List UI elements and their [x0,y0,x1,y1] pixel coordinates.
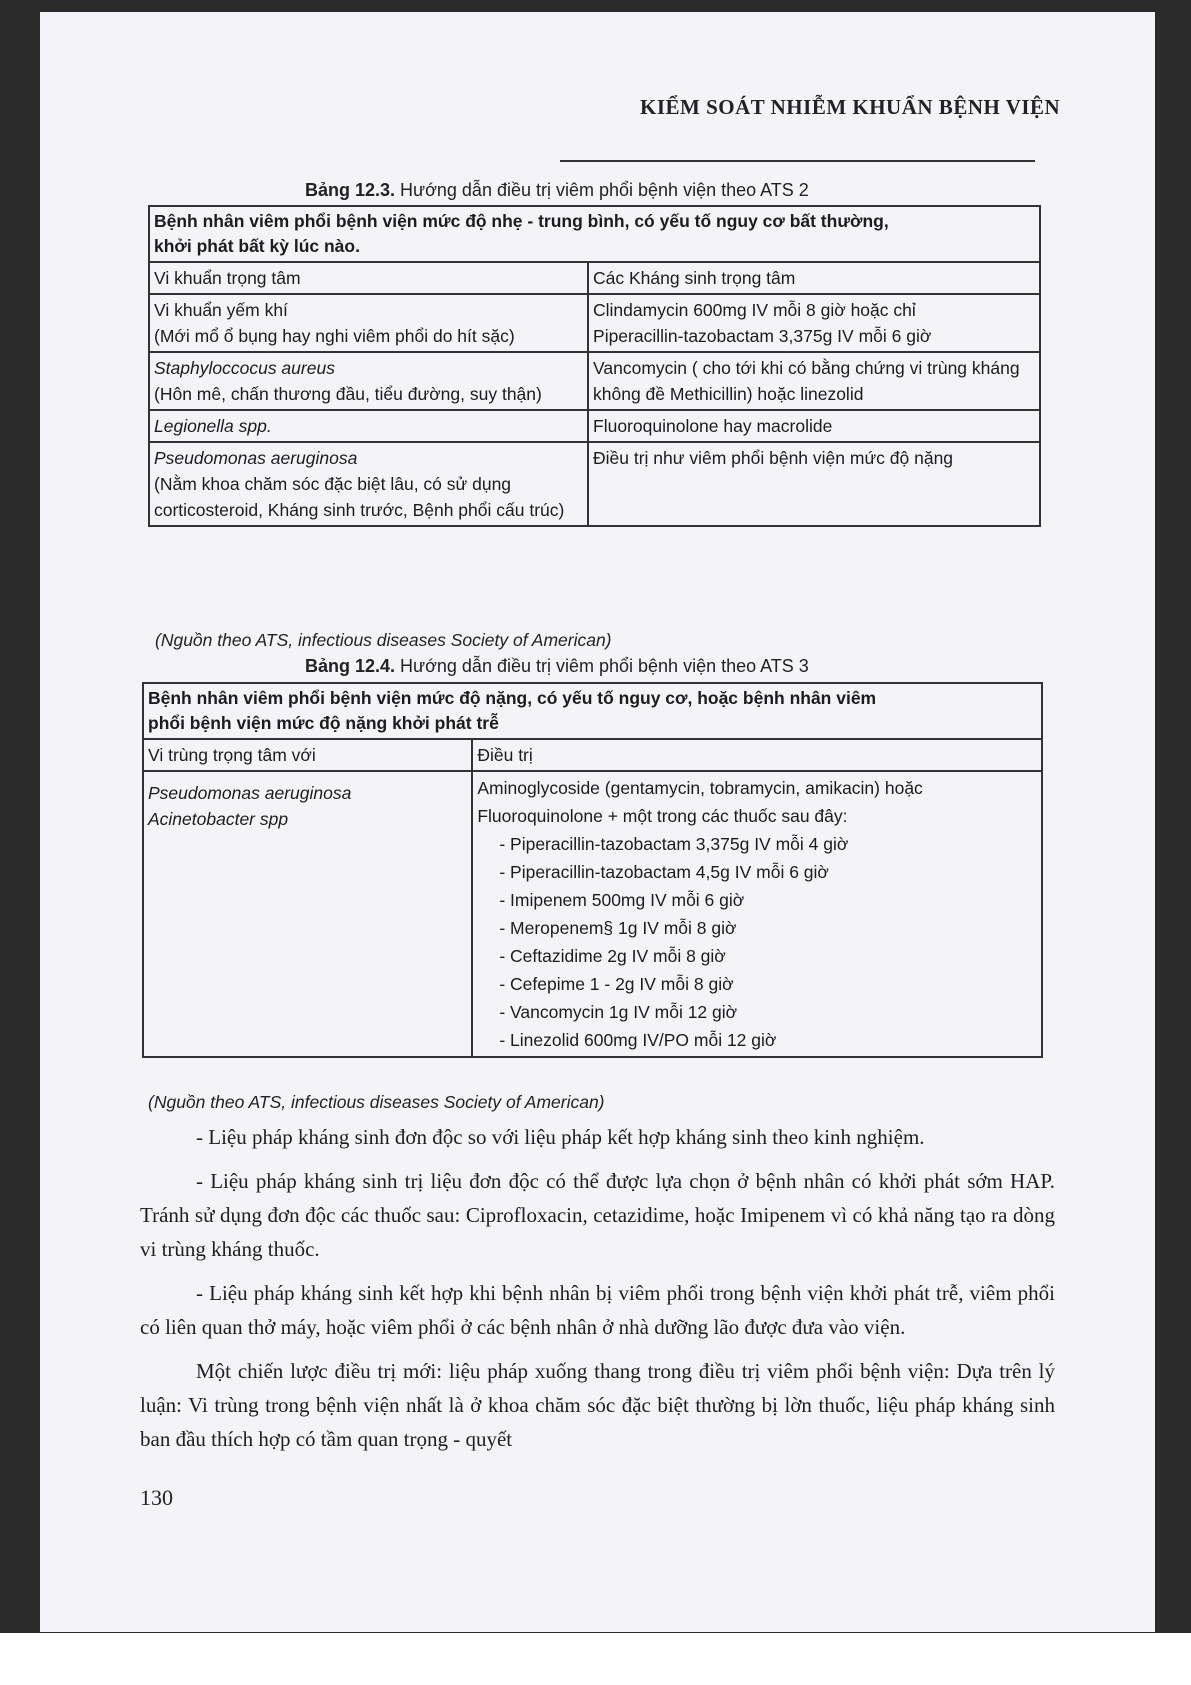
organism-name: Pseudomonas aeruginosa [154,448,358,468]
organism-name: Staphyloccocus aureus [154,358,335,378]
table1-cell [149,442,588,526]
organism-note: (Hôn mê, chấn thương đầu, tiểu đường, suy thận) [154,384,542,404]
drug-item: - Piperacillin-tazobactam 4,5g IV mỗi 6 giờ [499,862,829,882]
treatment-line: Clindamycin 600mg IV mỗi 8 giờ hoặc chỉ [593,300,916,320]
table2-header-cell [143,683,1042,739]
table1-cell [149,352,588,410]
table2-col2: Điều trị [472,739,1042,771]
table-row [149,442,1040,526]
table2-caption-text: Hướng dẫn điều trị viêm phổi bệnh viện theo ATS 3 [395,656,809,676]
paragraph: - Liệu pháp kháng sinh kết hợp khi bệnh nhân bị viêm phổi trong bệnh viện khởi phát trễ, viêm phổi có liên quan thở máy, hoặc viêm phổi ở các bệnh nhân ở nhà dưỡng lão được đưa vào viện. [140,1281,1055,1339]
table2-header-row [143,683,1042,739]
table1-header-cell [149,206,1040,262]
table1-col2: Các Kháng sinh trọng tâm [588,262,1040,294]
table1-cell [588,352,1040,410]
table1-header-row [149,206,1040,262]
table-row [149,352,1040,410]
table2-source: (Nguồn theo ATS, infectious diseases Society of American) [148,1092,605,1112]
paragraph: - Liệu pháp kháng sinh trị liệu đơn độc có thể được lựa chọn ở bệnh nhân có khởi phát sớm HAP. Tránh sử dụng đơn độc các thuốc sau: Ciprofloxacin, cetazidime, hoặc Imipenem vì có khả năng tạo ra dòng vi trùng kháng thuốc. [140,1169,1055,1261]
table1-cell [588,410,1040,442]
table2-header-line2: phổi bệnh viện mức độ nặng khởi phát trễ [148,713,499,733]
table1-cell [588,294,1040,352]
page-number: 130 [140,1485,173,1510]
table-row [149,410,1040,442]
table2-caption-number: Bảng 12.4. [305,656,396,676]
table1-caption-number: Bảng 12.3. [305,180,396,200]
treatment-line: Vancomycin ( cho tới khi có bằng chứng vi trùng kháng không đề Methicillin) hoặc linezolid [593,358,1020,404]
paragraph: - Liệu pháp kháng sinh đơn độc so với liệu pháp kết hợp kháng sinh theo kinh nghiệm. [196,1125,925,1149]
organism-name: Acinetobacter spp [148,809,289,829]
treatment-line: Aminoglycoside (gentamycin, tobramycin, amikacin) hoặc [477,778,923,798]
organism-name: Pseudomonas aeruginosa [148,783,352,803]
table1-col1: Vi khuẩn trọng tâm [149,262,588,294]
drug-item: - Piperacillin-tazobactam 3,375g IV mỗi 4 giờ [499,834,849,854]
organism-name: Legionella spp. [154,416,272,436]
table1-header-line2: khởi phát bất kỳ lúc nào. [154,236,360,256]
organism-note: (Mới mổ ổ bụng hay nghi viêm phổi do hít sặc) [154,326,515,346]
table1-caption-text: Hướng dẫn điều trị viêm phổi bệnh viện theo ATS 2 [395,180,809,200]
drug-item: - Imipenem 500mg IV mỗi 6 giờ [499,890,745,910]
table2-treatment-cell [472,771,1042,1057]
running-header: KIỂM SOÁT NHIỄM KHUẨN BỆNH VIỆN [640,95,1061,119]
table-row [149,294,1040,352]
body-text [140,1120,1055,1466]
drug-item: - Vancomycin 1g IV mỗi 12 giờ [499,1002,738,1022]
table1-cell [149,294,588,352]
table1-cell [149,410,588,442]
table2-organism-cell [143,771,472,1057]
organism-name: Vi khuẩn yếm khí [154,300,288,320]
drug-item: - Linezolid 600mg IV/PO mỗi 12 giờ [499,1030,777,1050]
treatment-line: Điều trị như viêm phổi bệnh viện mức độ nặng [593,448,954,468]
table1-source: (Nguồn theo ATS, infectious diseases Society of American) [155,630,612,650]
table1-column-row [149,262,1040,294]
treatment-line: Piperacillin-tazobactam 3,375g IV mỗi 6 giờ [593,326,932,346]
table1-caption [305,180,809,201]
organism-note: (Nằm khoa chăm sóc đặc biệt lâu, có sử dụng corticosteroid, Kháng sinh trước, Bệnh phổi cấu trúc) [154,474,565,520]
table1-header-line1: Bệnh nhân viêm phổi bệnh viện mức độ nhẹ - trung bình, có yếu tố nguy cơ bất thường, [154,211,889,231]
table1 [148,205,1041,527]
table2-header-line1: Bệnh nhân viêm phổi bệnh viện mức độ nặng, có yếu tố nguy cơ, hoặc bệnh nhân viêm [148,688,877,708]
table2-col1: Vi trùng trọng tâm với [143,739,472,771]
treatment-line: Fluoroquinolone + một trong các thuốc sau đây: [477,806,848,826]
drug-item: - Cefepime 1 - 2g IV mỗi 8 giờ [499,974,734,994]
table2-caption [305,656,809,677]
drug-item: - Meropenem§ 1g IV mỗi 8 giờ [499,918,737,938]
table-row [143,771,1042,1057]
table2 [142,682,1043,1058]
header-rule [560,160,1035,162]
bottom-margin [0,1633,1191,1685]
table2-column-row [143,739,1042,771]
table1-cell [588,442,1040,526]
drug-item: - Ceftazidime 2g IV mỗi 8 giờ [499,946,726,966]
treatment-line: Fluoroquinolone hay macrolide [593,416,833,436]
paragraph: Một chiến lược điều trị mới: liệu pháp xuống thang trong điều trị viêm phổi bệnh viện: Dựa trên lý luận: Vi trùng trong bệnh viện nhất là ở khoa chăm sóc đặc biệt thường bị lờn thuốc, liệu pháp kháng sinh ban đầu thích hợp có tầm quan trọng - quyết [140,1359,1055,1451]
